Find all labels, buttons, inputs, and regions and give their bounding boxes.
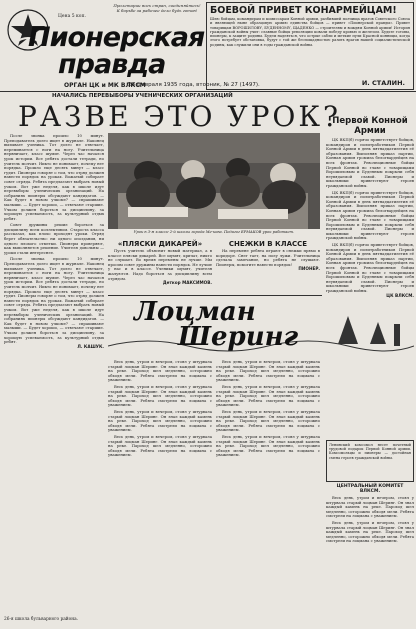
konarmiya-text: ЦК ВКП(б) горячо приветствует бойцов, командиров и политработников Первой Конной Армии в день пятнадцатилетия её образования. Выполняя приказ партии, Конная армия громила белогвардейцев на всех фронтах. Революционные бойцы Первой Конной во главе с товарищами Ворошиловым и Буденным покрыли себя неувядаемой славой. Пионеры и школьники приветствуют героев гражданской войны. [326, 138, 414, 188]
price-label: Цена 5 коп. [58, 14, 86, 19]
lotsman-column-2 [216, 360, 320, 610]
article-snezhki [216, 249, 320, 295]
lotsman-text-1: Весь день, утром и вечером, стоял у штурвала старый лоцман Шеринг. Он знал каждый камень на реке. Пароход шел медленно, осторожно обходя мели. Ребята смотрели на лоцмана с уважением. [108, 360, 212, 383]
article-snezhki-signature: ПИОНЕР. [298, 266, 320, 272]
konarmiya-heading: Первой Конной Армии [332, 116, 408, 136]
article-plyaski-text: Пусть учитель объяснит новый материал, а в классе пляски дикарей. Все шумят, кричат, никто не слушает. Во время перемены не лучше. Мы просим совет дружины навести порядок. Не лучше у нас и в классе. Ученики шумят, учителя жалуются. Надо бороться за дисциплину всем отрядом. [108, 249, 212, 281]
konarmiya-signature: ЦК ВЛКСМ. [386, 292, 414, 298]
lotsman-text-6: Весь день, утром и вечером, стоял у штурвала старый лоцман Шеринг. Он знал каждый камень на реке. Пароход шел медленно, осторожно обходя мели. Ребята смотрели на лоцмана с уважением. [216, 383, 320, 408]
article-snezhki-text: На перемене ребята играют в снежки прямо в коридоре. Снег тает, на полу лужи. Учительница сделала замечание, но ребята не слушают. Пионеры, помогите навести порядок! [216, 249, 320, 267]
komsomol-box: Ленинский комсомол несет почетный трудовой подарок Первой Конной армии. Комсомольцы и пионеры — достойная смена героев гражданской войны. [326, 440, 414, 482]
school-footnote: 26-я школа бульварного района. [4, 617, 79, 622]
subhead-plyaski: «ПЛЯСКИ ДИКАРЕЙ» [117, 240, 203, 248]
organ-label: ОРГАН ЦК и МК ВЛКСМ [64, 82, 146, 89]
lotsman-title-2: Шеринг [178, 322, 299, 352]
issue-dateline: 26 февраля 1935 года, вторник, № 27 (1497). [128, 82, 260, 88]
article-text: После звонка прошло 10 минут. Преподаватель долго ищет в журнале. Наконец вызывает ученика. Тот долго не отвечает, переминается с ноги на ногу. Учительница нервничает, класс шумит. Через час начался урок истории. Все ребята достали тетради, но учитель молчит. Никто не понимает, почему нет порядка. Прошло еще десять минут — класс гудит. Пионеры говорят о том, что отряд должен навести порядок на уроках. Вожатый собирает совет отряда. Ребята предлагают выбрать новый учком. Вот уже неделя, как в школе идут перевыборы ученических организаций. На собраниях пионеры обсуждают кандидатов. — Как будет в новом учкоме? — спрашивают малыши. — Будет хорошо, — отвечают старшие. Учком должен бороться за дисциплину, за хорошую успеваемость, за культурный отдых ребят. [4, 134, 104, 221]
lotsman-title-1: Лоцман [134, 297, 256, 327]
komsomol-box-footer: ЦЕНТРАЛЬНЫЙ КОМИТЕТ ВЛКСМ. [336, 484, 404, 494]
lotsman-text-9: Весь день, утром и вечером, стоял у штурвала старый лоцман Шеринг. Он знал каждый камень на реке. Пароход шел медленно, осторожно обходя мели. Ребята смотрели на лоцмана с уважением. [326, 496, 414, 519]
lotsman-column-1 [108, 360, 212, 610]
lotsman-text-2: Весь день, утром и вечером, стоял у штурвала старый лоцман Шеринг. Он знал каждый камень на реке. Пароход шел медленно, осторожно обходя мели. Ребята смотрели на лоцмана с уважением. [108, 383, 212, 408]
article-column-left [4, 134, 104, 612]
photo-caption: Урок в 3-м классе 2-й школы города Ме-кова. Педагог ЕРМАКОВ урок работает. [133, 230, 295, 234]
masthead-slogan: Пролетарии всех стран, соединяйтесь! К борьбе за рабочее дело будь готов! [113, 3, 201, 13]
masthead [0, 0, 416, 92]
lotsman-text-7: Весь день, утром и вечером, стоял у штурвала старый лоцман Шеринг. Он знал каждый камень на реке. Пароход шел медленно, осторожно обходя мели. Ребята смотрели на лоцмана с уважением. [216, 408, 320, 433]
stalin-greeting-box [206, 2, 414, 90]
article-signature: Л. КАШУК. [77, 343, 104, 349]
feature-kicker: НАЧАЛИСЬ ПЕРЕВЫБОРЫ УЧЕНИЧЕСКИХ ОРГАНИЗАЦИЙ [52, 93, 233, 99]
greeting-title: БОЕВОЙ ПРИВЕТ КОНАРМЕЙЦАМ! [210, 5, 397, 16]
article-text-repeat: После звонка прошло 10 минут. Преподаватель долго ищет в журнале. Наконец вызывает ученика. Тот долго не отвечает, переминается с ноги на ногу. Учительница нервничает, класс шумит. Через час начался урок истории. Все ребята достали тетради, но учитель молчит. Никто не понимает, почему нет порядка. Прошло еще десять минут — класс гудит. Пионеры говорят о том, что отряд должен навести порядок на уроках. Вожатый собирает совет отряда. Ребята предлагают выбрать новый учком. Вот уже неделя, как в школе идут перевыборы ученических организаций. На собраниях пионеры обсуждают кандидатов. — Как будет в новом учкоме? — спрашивают малыши. — Будет хорошо, — отвечают старшие. Учком должен бороться за дисциплину, за хорошую успеваемость, за культурный отдых ребят. [4, 256, 104, 345]
newspaper-title-line1: Пионерская [28, 22, 205, 53]
masthead-divider [0, 91, 416, 92]
article-plyaski [108, 249, 212, 295]
konarmiya-text-more: ЦК ВКП(б) горячо приветствует бойцов, командиров и политработников Первой Конной Армии в день пятнадцатилетия её образования. Выполняя приказ партии, Конная армия громила белогвардейцев на всех фронтах. Революционные бойцы Первой Конной во главе с товарищами Ворошиловым и Буденным покрыли себя неувядаемой славой. Пионеры и школьники приветствуют героев гражданской войны. [326, 189, 414, 241]
feature-headline: РАЗВЕ ЭТО УРОК? [18, 100, 342, 133]
article-text-continued: Совет дружины решил бороться за дисциплину всем коллективом. Староста класса рассказал, как плохо проходят уроки. Отряд берет обязательство: ни одного опоздания, ни одного плохого отметки. Пионеры проверяют, как выполняется решение. Учителя довольны — уроки стали интереснее. [4, 222, 104, 255]
article-plyaski-signature: Деткор МАКСИМОВ. [162, 280, 212, 286]
subhead-snezhki: СНЕЖКИ В КЛАССЕ [228, 240, 308, 248]
newspaper-title-line2: правда [58, 49, 166, 80]
lotsman-text-10: Весь день, утром и вечером, стоял у штурвала старый лоцман Шеринг. Он знал каждый камень на реке. Пароход шел медленно, осторожно обходя мели. Ребята смотрели на лоцмана с уважением. [326, 519, 414, 544]
lotsman-text-3: Весь день, утром и вечером, стоял у штурвала старый лоцман Шеринг. Он знал каждый камень на реке. Пароход шел медленно, осторожно обходя мели. Ребята смотрели на лоцмана с уважением. [108, 408, 212, 433]
konarmiya-text-end: ЦК ВКП(б) горячо приветствует бойцов, командиров и политработников Первой Конной Армии в день пятнадцатилетия её образования. Выполняя приказ партии, Конная армия громила белогвардейцев на всех фронтах. Революционные бойцы Первой Конной во главе с товарищами Ворошиловым и Буденным покрыли себя неувядаемой славой. Пионеры и школьники приветствуют героев гражданской войны. [326, 242, 414, 293]
lotsman-text-8: Весь день, утром и вечером, стоял у штурвала старый лоцман Шеринг. Он знал каждый камень на реке. Пароход шел медленно, осторожно обходя мели. Ребята смотрели на лоцмана с уважением. [216, 433, 320, 458]
lotsman-text-4: Весь день, утром и вечером, стоял у штурвала старый лоцман Шеринг. Он знал каждый камень на реке. Пароход шел медленно, осторожно обходя мели. Ребята смотрели на лоцмана с уважением. [108, 433, 212, 458]
greeting-body: Шлю бойцам, командирам и комиссарам Конной армии, разбившей полчища врагов Советского Союза и являющей ныне образцовую армию единства бойцов — привет «Пионерской правды». Привет товарищам ВОРОШИЛОВУ, БУДЕННОМУ, ЩАДЕНКО — строителям и вождям Конной армии! История гражданской войны учит: славные бойцы революции ковали победу кровью и железом. Будьте готовы, пионеры, к защите родины. Будем надеяться, что острые сабли и меткие пули Красной конницы, когда этого потребует обстановка, будут с той же беспощадностью разить врагов нашей социалистической родины, как служили они в годы гражданской войны. [210, 17, 410, 47]
konarmiya-article [326, 138, 414, 434]
lotsman-text-5: Весь день, утром и вечером, стоял у штурвала старый лоцман Шеринг. Он знал каждый камень на реке. Пароход шел медленно, осторожно обходя мели. Ребята смотрели на лоцмана с уважением. [216, 360, 320, 383]
greeting-signature: И. СТАЛИН. [361, 79, 405, 87]
classroom-photo-image [108, 133, 320, 229]
classroom-photo [108, 133, 320, 229]
lotsman-column-3 [326, 496, 414, 612]
